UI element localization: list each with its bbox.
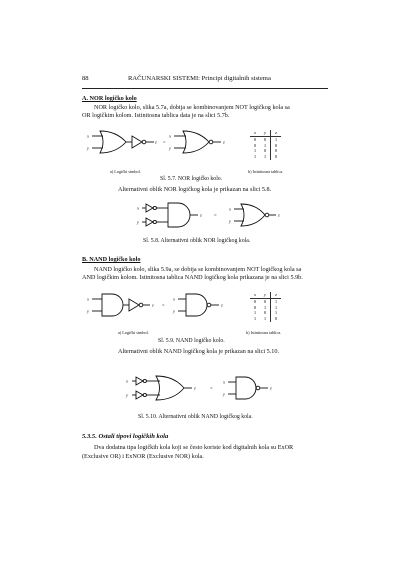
nor-fig-label-a: a) Logički simbol. xyxy=(110,169,141,174)
truth-table-row xyxy=(250,298,281,304)
header-rule xyxy=(82,88,328,89)
alt-nand-input-y-label: y xyxy=(126,392,129,398)
figure-caption-5-7: Sl. 5.7. NOR logičko kolo. xyxy=(160,176,223,182)
truth-table-cell: 1 xyxy=(263,154,267,160)
nor-equals-sign: = xyxy=(163,139,166,145)
truth-table-cell: 1 xyxy=(271,136,282,142)
truth-table-row xyxy=(250,316,281,322)
truth-table-cell: 1 xyxy=(253,154,257,160)
truth-table-header-cell: z xyxy=(271,292,282,298)
truth-table-cell: 1 xyxy=(271,298,282,304)
nand2-input-y-label: y xyxy=(173,308,176,314)
truth-table-cell: 0 xyxy=(271,154,282,160)
nand-input-y-label: y xyxy=(87,308,90,314)
nor2-output-z-label: z xyxy=(223,139,225,145)
alt-nand2-output-z-label: z xyxy=(270,385,272,391)
nor-truth-table xyxy=(250,130,281,160)
nor-input-y-label: y xyxy=(87,145,90,151)
nand-input-x-label: x xyxy=(87,296,90,302)
alt-nor-input-y-label: y xyxy=(137,219,140,225)
alt-nand2-input-y-label: y xyxy=(223,391,226,397)
truth-table-cell: 0 xyxy=(253,304,257,310)
truth-table-row xyxy=(250,154,281,160)
truth-table-cell: 1 xyxy=(263,304,267,310)
truth-table-cell: 0 xyxy=(263,148,267,154)
nor2-input-y-label: y xyxy=(169,145,172,151)
nand-fig-label-b: b) Istinitosna tablica. xyxy=(246,330,282,335)
alt-nor-equals-sign: = xyxy=(214,212,217,218)
truth-table-cell: 1 xyxy=(253,148,257,154)
nand-alternative-diagram xyxy=(122,371,282,407)
truth-table-cell: 1 xyxy=(271,310,282,316)
alt-nand-equals-sign: = xyxy=(210,385,213,391)
truth-table-cell: 0 xyxy=(271,148,282,154)
page-number: 88 xyxy=(82,75,89,82)
truth-table-cell: 1 xyxy=(253,310,257,316)
truth-table-cell: 0 xyxy=(271,316,282,322)
alt-nor-output-z-label: z xyxy=(200,212,202,218)
truth-table-cell: 0 xyxy=(253,142,257,148)
figure-caption-5-10: Sl. 5.10. Alternativni oblik NAND logičkog kola. xyxy=(138,414,253,420)
nor-input-x-label: x xyxy=(87,133,90,139)
alt-nor2-output-z-label: z xyxy=(278,212,280,218)
truth-table-cell: 1 xyxy=(263,142,267,148)
figure-caption-5-8: Sl. 5.8. Alternativni oblik NOR logičkog kola. xyxy=(143,238,251,244)
truth-table-header-cell: x xyxy=(250,130,260,136)
alt-nand2-input-x-label: x xyxy=(223,379,226,385)
nand-output-z-label: z xyxy=(152,302,154,308)
truth-table-header-row xyxy=(250,292,281,298)
truth-table-cell: 0 xyxy=(271,143,282,149)
nor-paragraph-line-1: NOR logičko kolo, slika 5.7a, dobija se kombinovanjem NOT logičkog kola sa xyxy=(94,104,290,111)
truth-table-cell: 0 xyxy=(263,136,267,142)
section-heading-nor: A. NOR logičko kolo xyxy=(82,95,137,102)
truth-table-cell: 0 xyxy=(253,136,257,142)
nand-fig-label-a: a) Logički simbol. xyxy=(118,330,149,335)
alt-nand-input-x-label: x xyxy=(126,378,129,384)
section-535-paragraph-line-2: (Exclusive OR) i ExNOR (Exclusive NOR) kola. xyxy=(82,453,204,460)
truth-table-cell: 1 xyxy=(263,316,267,322)
alt-nor2-input-x-label: x xyxy=(229,206,232,212)
nor-fig-label-b: b) Istinitosna tablica. xyxy=(248,169,284,174)
section-535-paragraph-line-1: Dva dodatna tipa logičkih kola koji se često koriste kod digitalnih kola su ExOR xyxy=(94,444,294,451)
running-header-title: RAČUNARSKI SISTEMI: Principi digitalnih sistema xyxy=(128,75,271,82)
nor2-input-x-label: x xyxy=(169,133,172,139)
nor-alternative-diagram xyxy=(134,198,284,234)
nand-truth-table xyxy=(250,292,281,322)
truth-table-header-cell: y xyxy=(260,130,271,136)
truth-table-row xyxy=(250,136,281,142)
nand-paragraph-line-1: NAND logičko kolo, slika 5.9a, se dobija se kombinovanjem NOT logičkog kola sa xyxy=(94,266,302,273)
alt-nor-input-x-label: x xyxy=(137,205,140,211)
truth-table-header-row xyxy=(250,130,281,136)
section-heading-nand: B. NAND logičko kolo xyxy=(82,256,141,263)
nor-symbol-diagram xyxy=(82,126,242,162)
alt-nor2-input-y-label: y xyxy=(229,218,232,224)
nor-output-z-label: z xyxy=(155,139,157,145)
nand-equals-sign: = xyxy=(162,302,165,308)
truth-table-cell: 1 xyxy=(271,305,282,311)
truth-table-header-cell: y xyxy=(260,292,271,298)
nor-paragraph-line-2: OR logičkim kolom. Istinitosna tablica data je na slici 5.7b. xyxy=(82,112,230,119)
section-heading-5-3-5: 5.3.5. Ostali tipovi logičkih kola xyxy=(82,433,169,440)
figure-caption-5-9: Sl. 5.9. NAND logičko kolo. xyxy=(158,338,225,344)
nor-alternative-text: Alternativni oblik NOR logičkog kola je prikazan na slici 5.8. xyxy=(118,186,272,193)
nand2-output-z-label: z xyxy=(221,302,223,308)
truth-table-header-cell: z xyxy=(271,130,282,136)
truth-table-cell: 0 xyxy=(253,298,257,304)
nand2-input-x-label: x xyxy=(173,296,176,302)
nand-paragraph-line-2: AND logičkim kolom. Istinitosna tablica NAND logičkog kola prikazana je na slici 5.9b. xyxy=(82,274,303,281)
truth-table-header-cell: x xyxy=(250,292,260,298)
nand-alternative-text: Alternativni oblik NAND logičkog kola je prikazan na slici 5.10. xyxy=(118,348,280,355)
alt-nand-output-z-label: z xyxy=(194,385,196,391)
truth-table-cell: 0 xyxy=(263,298,267,304)
truth-table-cell: 1 xyxy=(253,316,257,322)
nand-symbol-diagram xyxy=(82,289,242,325)
truth-table-cell: 0 xyxy=(263,310,267,316)
